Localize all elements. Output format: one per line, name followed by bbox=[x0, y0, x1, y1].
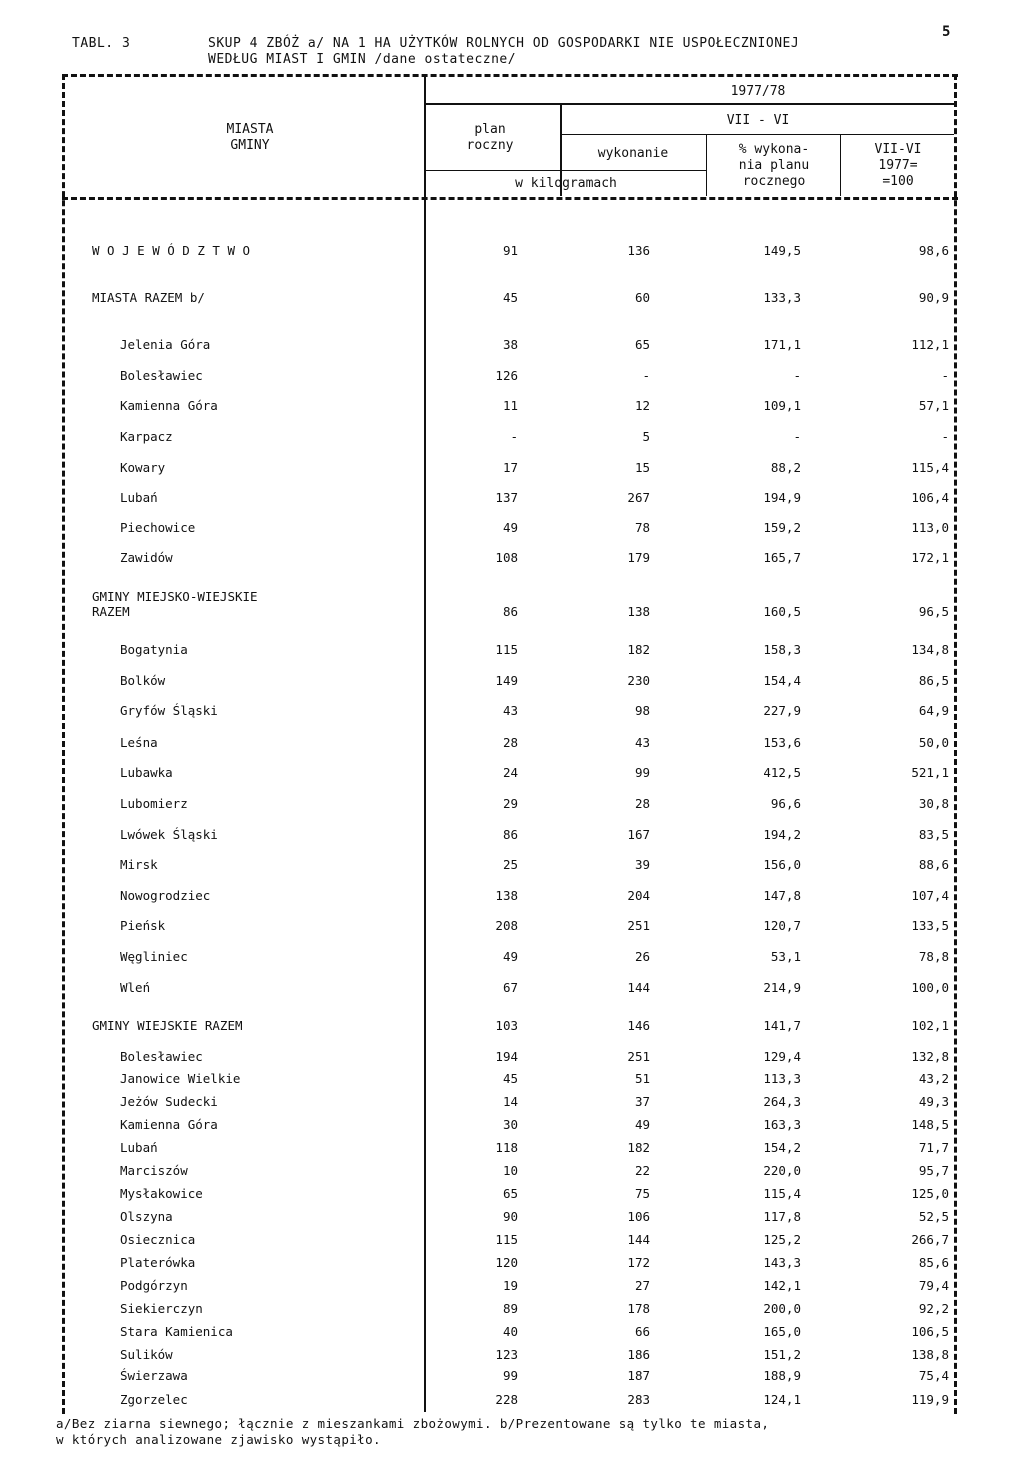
column-header-index: VII-VI 1977= =100 bbox=[874, 142, 922, 189]
table-row bbox=[0, 1232, 1024, 1248]
row-execution: 5 bbox=[642, 429, 650, 444]
row-percent-of-plan: 129,4 bbox=[763, 1049, 801, 1064]
table-row bbox=[0, 703, 1024, 719]
row-name: Platerówka bbox=[120, 1255, 196, 1270]
row-name: Lubań bbox=[120, 490, 158, 505]
row-execution: 22 bbox=[634, 1163, 650, 1178]
row-index: 71,7 bbox=[918, 1140, 949, 1155]
row-index: 148,5 bbox=[911, 1117, 949, 1132]
row-name: W O J E W Ó D Z T W O bbox=[92, 243, 251, 258]
row-plan: 126 bbox=[495, 368, 518, 383]
row-execution: 15 bbox=[634, 460, 650, 475]
row-plan: 67 bbox=[502, 980, 518, 995]
row-plan: 103 bbox=[495, 1018, 518, 1033]
row-plan: 228 bbox=[495, 1392, 518, 1407]
row-name: GMINY WIEJSKIE RAZEM bbox=[92, 1018, 243, 1033]
row-percent-of-plan: 171,1 bbox=[763, 337, 801, 352]
row-percent-of-plan: 151,2 bbox=[763, 1347, 801, 1362]
row-execution: 98 bbox=[634, 703, 650, 718]
row-execution: 267 bbox=[627, 490, 650, 505]
row-execution: 204 bbox=[627, 888, 650, 903]
row-plan: 14 bbox=[502, 1094, 518, 1109]
row-plan: 208 bbox=[495, 918, 518, 933]
row-plan: 149 bbox=[495, 673, 518, 688]
row-plan: 11 bbox=[502, 398, 518, 413]
table-row bbox=[0, 1140, 1024, 1156]
row-index: 102,1 bbox=[911, 1018, 949, 1033]
row-index: 138,8 bbox=[911, 1347, 949, 1362]
row-name: Jeżów Sudecki bbox=[120, 1094, 218, 1109]
table-row bbox=[0, 1049, 1024, 1065]
row-name: Nowogrodziec bbox=[120, 888, 211, 903]
row-plan: 91 bbox=[502, 243, 518, 258]
row-index: 134,8 bbox=[911, 642, 949, 657]
row-name: Mysłakowice bbox=[120, 1186, 203, 1201]
row-name: Stara Kamienica bbox=[120, 1324, 233, 1339]
row-index: 115,4 bbox=[911, 460, 949, 475]
row-execution: 51 bbox=[634, 1071, 650, 1086]
row-plan: 28 bbox=[502, 735, 518, 750]
row-name: Kowary bbox=[120, 460, 166, 475]
table-row bbox=[0, 949, 1024, 965]
row-index: 107,4 bbox=[911, 888, 949, 903]
row-percent-of-plan: 125,2 bbox=[763, 1232, 801, 1247]
table-row bbox=[0, 1347, 1024, 1363]
row-name: Zgorzelec bbox=[120, 1392, 188, 1407]
table-row bbox=[0, 429, 1024, 445]
row-name: Pieńsk bbox=[120, 918, 166, 933]
row-index: 79,4 bbox=[918, 1278, 949, 1293]
table-row bbox=[0, 368, 1024, 384]
row-execution: 182 bbox=[627, 642, 650, 657]
column-header-year: 1977/78 bbox=[730, 84, 786, 99]
row-plan: 86 bbox=[502, 827, 518, 842]
row-execution: 251 bbox=[627, 918, 650, 933]
column-header-pct: % wykona- nia planu rocznego bbox=[738, 142, 810, 189]
row-index: 119,9 bbox=[911, 1392, 949, 1407]
row-index: 106,4 bbox=[911, 490, 949, 505]
row-index: 132,8 bbox=[911, 1049, 949, 1064]
row-execution: 99 bbox=[634, 765, 650, 780]
row-index: 172,1 bbox=[911, 550, 949, 565]
table-number: TABL. 3 bbox=[72, 36, 131, 51]
row-index: 78,8 bbox=[918, 949, 949, 964]
row-execution: 187 bbox=[627, 1368, 650, 1383]
row-execution: 251 bbox=[627, 1049, 650, 1064]
row-name: Kamienna Góra bbox=[120, 398, 218, 413]
column-header-wykonanie: wykonanie bbox=[597, 146, 669, 161]
row-percent-of-plan: - bbox=[793, 368, 801, 383]
row-name: Bolesławiec bbox=[120, 1049, 203, 1064]
exec-column-separator bbox=[706, 134, 707, 196]
row-execution: 230 bbox=[627, 673, 650, 688]
column-header-plan: plan roczny bbox=[466, 122, 514, 153]
row-name: Lubawka bbox=[120, 765, 173, 780]
row-name: Bolków bbox=[120, 673, 166, 688]
row-plan: 29 bbox=[502, 796, 518, 811]
row-name: Mirsk bbox=[120, 857, 158, 872]
table-row bbox=[0, 1163, 1024, 1179]
row-plan: 10 bbox=[502, 1163, 518, 1178]
row-percent-of-plan: 53,1 bbox=[770, 949, 801, 964]
table-row bbox=[0, 490, 1024, 506]
row-name: Bogatynia bbox=[120, 642, 188, 657]
unit-overline bbox=[426, 170, 706, 171]
table-row bbox=[0, 290, 1024, 306]
row-name: Olszyna bbox=[120, 1209, 173, 1224]
page-number: 5 bbox=[942, 24, 951, 40]
row-name: GMINY MIEJSKO-WIEJSKIE bbox=[92, 589, 258, 604]
row-percent-of-plan: 141,7 bbox=[763, 1018, 801, 1033]
row-execution: 144 bbox=[627, 980, 650, 995]
row-execution: 75 bbox=[634, 1186, 650, 1201]
row-index: 30,8 bbox=[918, 796, 949, 811]
row-name: Kamienna Góra bbox=[120, 1117, 218, 1132]
table-row bbox=[0, 550, 1024, 566]
row-percent-of-plan: 220,0 bbox=[763, 1163, 801, 1178]
table-row bbox=[0, 673, 1024, 689]
table-row bbox=[0, 1094, 1024, 1110]
row-plan: 99 bbox=[502, 1368, 518, 1383]
table-title: SKUP 4 ZBÓŻ a/ NA 1 HA UŻYTKÓW ROLNYCH OD GOSPODARKI NIE USPOŁECZNIONEJ bbox=[208, 36, 800, 51]
table-row bbox=[0, 1278, 1024, 1294]
row-plan: 120 bbox=[495, 1255, 518, 1270]
row-name: RAZEM bbox=[92, 604, 130, 619]
row-execution: 283 bbox=[627, 1392, 650, 1407]
row-percent-of-plan: 188,9 bbox=[763, 1368, 801, 1383]
row-plan: 86 bbox=[502, 604, 518, 619]
row-execution: 186 bbox=[627, 1347, 650, 1362]
row-execution: 167 bbox=[627, 827, 650, 842]
row-plan: - bbox=[510, 429, 518, 444]
row-plan: 49 bbox=[502, 520, 518, 535]
table-row bbox=[0, 765, 1024, 781]
row-index: - bbox=[941, 368, 949, 383]
row-index: 112,1 bbox=[911, 337, 949, 352]
row-execution: 60 bbox=[634, 290, 650, 305]
row-percent-of-plan: 158,3 bbox=[763, 642, 801, 657]
table-row bbox=[0, 1209, 1024, 1225]
row-percent-of-plan: 200,0 bbox=[763, 1301, 801, 1316]
row-percent-of-plan: 412,5 bbox=[763, 765, 801, 780]
table-row bbox=[0, 642, 1024, 658]
row-index: 86,5 bbox=[918, 673, 949, 688]
row-plan: 40 bbox=[502, 1324, 518, 1339]
row-index: 133,5 bbox=[911, 918, 949, 933]
row-index: 266,7 bbox=[911, 1232, 949, 1247]
table-row bbox=[0, 735, 1024, 751]
row-plan: 90 bbox=[502, 1209, 518, 1224]
column-header-name: MIASTA GMINY bbox=[226, 122, 274, 153]
row-plan: 30 bbox=[502, 1117, 518, 1132]
row-percent-of-plan: 163,3 bbox=[763, 1117, 801, 1132]
row-percent-of-plan: 154,2 bbox=[763, 1140, 801, 1155]
table-row bbox=[0, 589, 1024, 605]
year-underline bbox=[426, 103, 954, 105]
table-row bbox=[0, 1018, 1024, 1034]
table-row bbox=[0, 398, 1024, 414]
table-row bbox=[0, 1071, 1024, 1087]
table-row bbox=[0, 243, 1024, 259]
row-percent-of-plan: 194,2 bbox=[763, 827, 801, 842]
row-name: Janowice Wielkie bbox=[120, 1071, 241, 1086]
row-percent-of-plan: 109,1 bbox=[763, 398, 801, 413]
row-name: Węgliniec bbox=[120, 949, 188, 964]
row-name: Lubomierz bbox=[120, 796, 188, 811]
row-name: Jelenia Góra bbox=[120, 337, 211, 352]
row-percent-of-plan: 194,9 bbox=[763, 490, 801, 505]
table-row bbox=[0, 460, 1024, 476]
row-name: MIASTA RAZEM b/ bbox=[92, 290, 205, 305]
table-row bbox=[0, 1301, 1024, 1317]
table-row bbox=[0, 1117, 1024, 1133]
row-execution: 26 bbox=[634, 949, 650, 964]
table-row bbox=[0, 520, 1024, 536]
row-name: Piechowice bbox=[120, 520, 196, 535]
row-plan: 17 bbox=[502, 460, 518, 475]
row-name: Zawidów bbox=[120, 550, 173, 565]
table-row bbox=[0, 857, 1024, 873]
row-percent-of-plan: 96,6 bbox=[770, 796, 801, 811]
row-execution: 78 bbox=[634, 520, 650, 535]
table-row bbox=[0, 1324, 1024, 1340]
row-execution: 27 bbox=[634, 1278, 650, 1293]
row-index: 64,9 bbox=[918, 703, 949, 718]
row-name: Karpacz bbox=[120, 429, 173, 444]
row-execution: 49 bbox=[634, 1117, 650, 1132]
row-plan: 19 bbox=[502, 1278, 518, 1293]
row-index: 49,3 bbox=[918, 1094, 949, 1109]
row-index: 75,4 bbox=[918, 1368, 949, 1383]
row-percent-of-plan: 149,5 bbox=[763, 243, 801, 258]
row-index: 52,5 bbox=[918, 1209, 949, 1224]
row-execution: - bbox=[642, 368, 650, 383]
table-row bbox=[0, 604, 1024, 620]
row-index: 88,6 bbox=[918, 857, 949, 872]
top-border bbox=[62, 74, 958, 77]
row-plan: 115 bbox=[495, 1232, 518, 1247]
row-name: Lubań bbox=[120, 1140, 158, 1155]
row-plan: 115 bbox=[495, 642, 518, 657]
header-bottom-border bbox=[62, 197, 958, 200]
row-index: 98,6 bbox=[918, 243, 949, 258]
row-plan: 138 bbox=[495, 888, 518, 903]
row-index: 90,9 bbox=[918, 290, 949, 305]
row-plan: 45 bbox=[502, 290, 518, 305]
row-execution: 66 bbox=[634, 1324, 650, 1339]
row-plan: 89 bbox=[502, 1301, 518, 1316]
row-execution: 172 bbox=[627, 1255, 650, 1270]
row-percent-of-plan: 160,5 bbox=[763, 604, 801, 619]
row-plan: 123 bbox=[495, 1347, 518, 1362]
table-row bbox=[0, 980, 1024, 996]
row-plan: 65 bbox=[502, 1186, 518, 1201]
row-plan: 118 bbox=[495, 1140, 518, 1155]
table-row bbox=[0, 1368, 1024, 1384]
row-execution: 136 bbox=[627, 243, 650, 258]
row-plan: 25 bbox=[502, 857, 518, 872]
row-percent-of-plan: 154,4 bbox=[763, 673, 801, 688]
row-execution: 65 bbox=[634, 337, 650, 352]
row-plan: 45 bbox=[502, 1071, 518, 1086]
row-plan: 108 bbox=[495, 550, 518, 565]
table-row bbox=[0, 918, 1024, 934]
row-percent-of-plan: 165,7 bbox=[763, 550, 801, 565]
row-name: Podgórzyn bbox=[120, 1278, 188, 1293]
row-execution: 28 bbox=[634, 796, 650, 811]
row-plan: 43 bbox=[502, 703, 518, 718]
row-percent-of-plan: 159,2 bbox=[763, 520, 801, 535]
row-index: 106,5 bbox=[911, 1324, 949, 1339]
row-execution: 43 bbox=[634, 735, 650, 750]
row-name: Osiecznica bbox=[120, 1232, 196, 1247]
row-percent-of-plan: 227,9 bbox=[763, 703, 801, 718]
table-row bbox=[0, 888, 1024, 904]
row-plan: 24 bbox=[502, 765, 518, 780]
row-percent-of-plan: 165,0 bbox=[763, 1324, 801, 1339]
pct-column-separator bbox=[840, 134, 841, 196]
row-percent-of-plan: 156,0 bbox=[763, 857, 801, 872]
row-execution: 146 bbox=[627, 1018, 650, 1033]
table-row bbox=[0, 1186, 1024, 1202]
row-percent-of-plan: 214,9 bbox=[763, 980, 801, 995]
row-index: 83,5 bbox=[918, 827, 949, 842]
row-index: 125,0 bbox=[911, 1186, 949, 1201]
row-execution: 106 bbox=[627, 1209, 650, 1224]
table-subtitle: WEDŁUG MIAST I GMIN /dane ostateczne/ bbox=[208, 52, 517, 67]
table-row bbox=[0, 827, 1024, 843]
row-name: Lwówek Śląski bbox=[120, 827, 218, 842]
row-name: Bolesławiec bbox=[120, 368, 203, 383]
row-plan: 194 bbox=[495, 1049, 518, 1064]
table-row bbox=[0, 337, 1024, 353]
row-plan: 137 bbox=[495, 490, 518, 505]
row-execution: 179 bbox=[627, 550, 650, 565]
row-index: 100,0 bbox=[911, 980, 949, 995]
row-index: 96,5 bbox=[918, 604, 949, 619]
row-name: Marciszów bbox=[120, 1163, 188, 1178]
row-index: 43,2 bbox=[918, 1071, 949, 1086]
row-percent-of-plan: 143,3 bbox=[763, 1255, 801, 1270]
row-name: Gryfów Śląski bbox=[120, 703, 218, 718]
row-name: Siekierczyn bbox=[120, 1301, 203, 1316]
row-percent-of-plan: 120,7 bbox=[763, 918, 801, 933]
row-execution: 178 bbox=[627, 1301, 650, 1316]
footnote-line-1: a/Bez ziarna siewnego; łącznie z mieszankami zbożowymi. b/Prezentowane są tylko te miasta, bbox=[56, 1416, 770, 1431]
row-index: 521,1 bbox=[911, 765, 949, 780]
row-execution: 144 bbox=[627, 1232, 650, 1247]
table-row bbox=[0, 796, 1024, 812]
row-percent-of-plan: - bbox=[793, 429, 801, 444]
row-name: Świerzawa bbox=[120, 1368, 188, 1383]
row-percent-of-plan: 133,3 bbox=[763, 290, 801, 305]
row-execution: 12 bbox=[634, 398, 650, 413]
row-percent-of-plan: 147,8 bbox=[763, 888, 801, 903]
row-index: 92,2 bbox=[918, 1301, 949, 1316]
row-execution: 39 bbox=[634, 857, 650, 872]
row-percent-of-plan: 264,3 bbox=[763, 1094, 801, 1109]
period-underline bbox=[562, 134, 954, 135]
row-percent-of-plan: 142,1 bbox=[763, 1278, 801, 1293]
column-header-period: VII - VI bbox=[726, 113, 790, 128]
row-execution: 37 bbox=[634, 1094, 650, 1109]
row-index: 85,6 bbox=[918, 1255, 949, 1270]
row-index: 50,0 bbox=[918, 735, 949, 750]
row-percent-of-plan: 117,8 bbox=[763, 1209, 801, 1224]
column-header-unit: w kilogramach bbox=[515, 176, 617, 191]
row-index: 95,7 bbox=[918, 1163, 949, 1178]
row-name: Wleń bbox=[120, 980, 151, 995]
row-percent-of-plan: 153,6 bbox=[763, 735, 801, 750]
row-percent-of-plan: 88,2 bbox=[770, 460, 801, 475]
row-index: 113,0 bbox=[911, 520, 949, 535]
row-name: Sulików bbox=[120, 1347, 173, 1362]
row-name: Leśna bbox=[120, 735, 158, 750]
row-percent-of-plan: 115,4 bbox=[763, 1186, 801, 1201]
row-plan: 49 bbox=[502, 949, 518, 964]
row-percent-of-plan: 113,3 bbox=[763, 1071, 801, 1086]
row-index: 57,1 bbox=[918, 398, 949, 413]
row-percent-of-plan: 124,1 bbox=[763, 1392, 801, 1407]
table-row bbox=[0, 1392, 1024, 1408]
row-execution: 182 bbox=[627, 1140, 650, 1155]
row-plan: 38 bbox=[502, 337, 518, 352]
footnote-line-2: w których analizowane zjawisko wystąpiło. bbox=[56, 1432, 381, 1447]
row-index: - bbox=[941, 429, 949, 444]
row-execution: 138 bbox=[627, 604, 650, 619]
table-row bbox=[0, 1255, 1024, 1271]
